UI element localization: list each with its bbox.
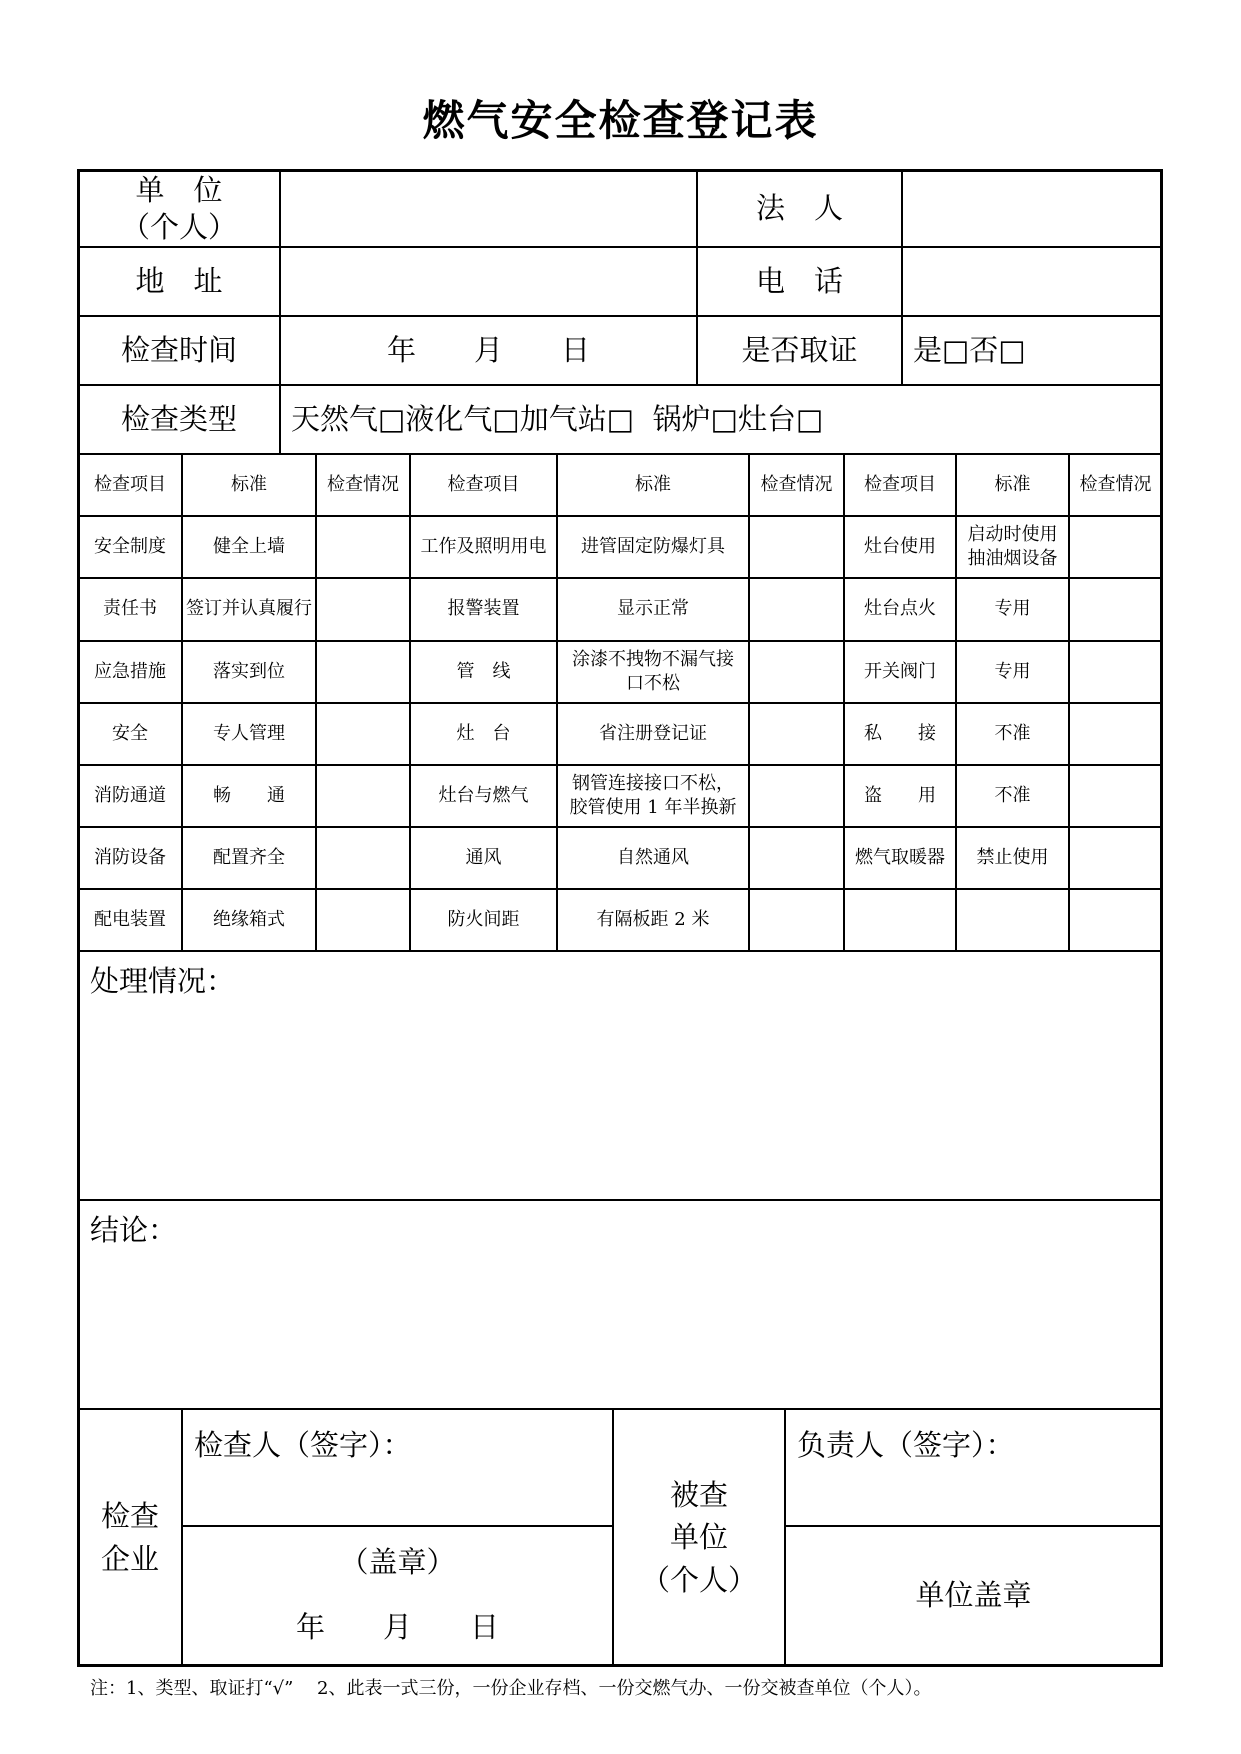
status-field[interactable]	[1070, 890, 1161, 950]
item-label: 责任书	[103, 597, 157, 619]
standard-label: 涂漆不拽物不漏气接 口不松	[572, 648, 734, 694]
status-field[interactable]	[317, 579, 409, 639]
standard-label: 有隔板距 2 米	[596, 908, 710, 930]
standard-label: 省注册登记证	[599, 722, 707, 744]
status-field[interactable]	[317, 828, 409, 888]
standard-label: 不准	[994, 722, 1031, 744]
unit-seal-label: 单位盖章	[915, 1578, 1032, 1613]
column-header: 检查项目	[447, 473, 520, 495]
legal-person-label: 法 人	[755, 190, 843, 225]
address-field[interactable]	[281, 248, 696, 315]
divider	[77, 950, 1163, 952]
status-field[interactable]	[750, 766, 843, 826]
standard-label: 配置齐全	[213, 846, 285, 868]
status-field[interactable]	[1070, 766, 1161, 826]
standard-label: 绝缘箱式	[213, 908, 285, 930]
standard-label: 专用	[994, 597, 1031, 619]
handling-field[interactable]	[79, 1005, 1161, 1197]
standard-label: 专用	[994, 660, 1031, 682]
item-label: 安全制度	[94, 535, 166, 557]
form-title: 燃气安全检查登记表	[422, 96, 819, 145]
address-label: 地 址	[135, 263, 223, 298]
item-label: 配电装置	[94, 908, 166, 930]
column-header: 检查情况	[1079, 473, 1152, 495]
status-field[interactable]	[1070, 642, 1161, 702]
standard-label: 签订并认真履行	[186, 597, 312, 619]
status-field[interactable]	[750, 579, 843, 639]
item-label: 管 线	[456, 660, 511, 682]
unit-label: 单 位 （个人）	[120, 173, 237, 244]
status-field[interactable]	[750, 890, 843, 950]
inspector-sign-label[interactable]: 检查人（签字）：	[194, 1428, 412, 1463]
column-header: 标准	[994, 473, 1031, 495]
inspector-company-label: 检查 企业	[100, 1499, 159, 1576]
seal-label: （盖章）	[339, 1545, 456, 1580]
standard-label: 自然通风	[617, 846, 689, 868]
conclusion-field[interactable]	[79, 1254, 1161, 1406]
date-field[interactable]: 年 月 日	[386, 332, 590, 367]
phone-label: 电 话	[755, 263, 843, 298]
column-header: 检查情况	[327, 473, 399, 495]
inspected-unit-label: 被查 单位 （个人）	[640, 1478, 757, 1597]
status-field[interactable]	[317, 642, 409, 702]
status-field[interactable]	[317, 517, 409, 577]
item-label: 消防通道	[94, 784, 166, 806]
item-label: 安全	[112, 722, 148, 744]
divider	[77, 1199, 1163, 1201]
item-label: 通风	[465, 846, 502, 868]
status-field[interactable]	[1070, 704, 1161, 764]
item-label: 灶台使用	[864, 535, 936, 557]
column-header: 检查项目	[94, 473, 166, 495]
item-label: 报警装置	[447, 597, 520, 619]
status-field[interactable]	[750, 704, 843, 764]
license-label: 是否取证	[741, 332, 858, 367]
status-field[interactable]	[317, 766, 409, 826]
item-label: 灶 台	[456, 722, 511, 744]
conclusion-label: 结论：	[90, 1213, 178, 1248]
item-label: 工作及照明用电	[420, 535, 547, 557]
status-field[interactable]	[1070, 579, 1161, 639]
standard-label: 健全上墙	[213, 535, 285, 557]
status-field[interactable]	[750, 828, 843, 888]
type-label: 检查类型	[120, 401, 237, 436]
item-label: 开关阀门	[864, 660, 936, 682]
status-field[interactable]	[750, 642, 843, 702]
handling-label: 处理情况：	[90, 964, 236, 999]
item-label: 私 接	[864, 722, 936, 744]
status-field[interactable]	[750, 517, 843, 577]
status-field[interactable]	[317, 890, 409, 950]
standard-label: 显示正常	[617, 597, 689, 619]
item-label: 消防设备	[94, 846, 166, 868]
unit-field[interactable]	[281, 171, 696, 246]
item-label: 灶台与燃气	[438, 784, 529, 806]
type-options[interactable]: 天然气□液化气□加气站□ 锅炉□灶台□	[291, 401, 824, 436]
item-label: 灶台点火	[864, 597, 936, 619]
standard-label	[957, 890, 1068, 950]
inspector-date[interactable]: 年 月 日	[295, 1610, 499, 1645]
item-label: 防火间距	[447, 908, 520, 930]
standard-label: 禁止使用	[976, 846, 1049, 868]
standard-label: 钢管连接接口不松， 胶管使用 1 年半换新	[569, 772, 737, 818]
legal-person-field[interactable]	[903, 171, 1161, 246]
status-field[interactable]	[1070, 517, 1161, 577]
responsible-sign-label[interactable]: 负责人（签字）：	[797, 1428, 1015, 1463]
standard-label: 进管固定防爆灯具	[581, 535, 725, 557]
status-field[interactable]	[1070, 828, 1161, 888]
standard-label: 专人管理	[213, 722, 285, 744]
standard-label: 启动时使用 抽油烟设备	[967, 523, 1058, 569]
standard-label: 不准	[994, 784, 1031, 806]
standard-label: 落实到位	[213, 660, 285, 682]
license-options[interactable]: 是□否□	[913, 332, 1026, 367]
divider	[181, 1525, 612, 1527]
status-field[interactable]	[317, 704, 409, 764]
item-label: 盗 用	[864, 784, 936, 806]
item-label: 应急措施	[94, 660, 166, 682]
item-label	[845, 890, 955, 950]
item-label: 燃气取暖器	[855, 846, 945, 868]
standard-label: 畅 通	[213, 784, 285, 806]
column-header: 检查情况	[760, 473, 833, 495]
footnote: 注：1、类型、取证打“√” 2、此表一式三份，一份企业存档、一份交燃气办、一份交被查单位（个人）。	[90, 1678, 932, 1699]
column-header: 标准	[635, 473, 671, 495]
phone-field[interactable]	[903, 248, 1161, 315]
column-header: 检查项目	[864, 473, 936, 495]
column-header: 标准	[231, 473, 267, 495]
time-label: 检查时间	[120, 332, 237, 367]
